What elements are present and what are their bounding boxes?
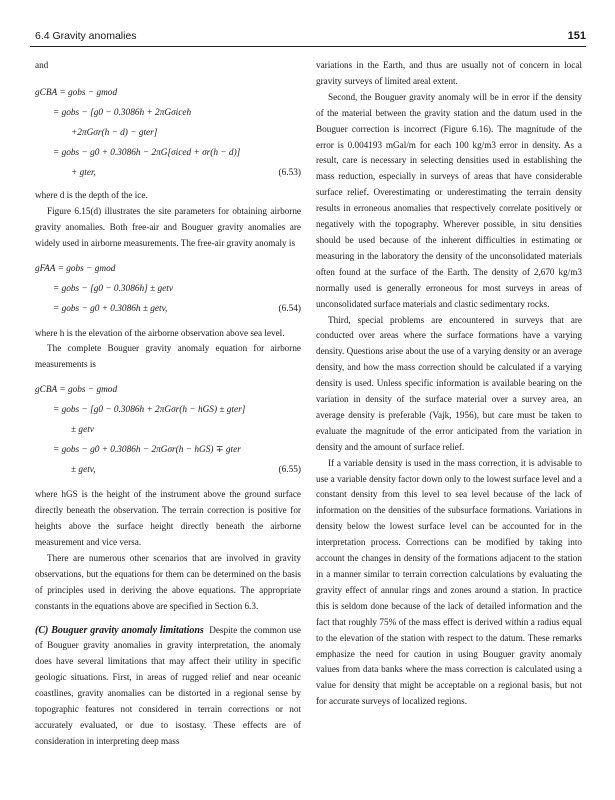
equation-line: + gter, xyxy=(71,167,96,178)
paragraph xyxy=(35,623,301,750)
paragraph: variations in the Earth, and thus are usually not of concern in local gravity surveys of limited areal extent. xyxy=(316,60,582,86)
equation-number: (6.53) xyxy=(278,167,301,178)
paragraph: Second, the Bouguer gravity anomaly will be in error if the density of the material between the gravity station and the datum used in the Bouguer correction is incorrect (Figure 6.16). The magnitude of the error is 0.004193 mGal/m for each 100 kg/m3 error in density. As a result, care is necessary in selecting densities used in establishing the mass reduction, especially in surveys of areas that have considerable surface relief. Overestimating or underestimating the terrain density results in erroneous anomalies that respectively correlate positively or negatively with the topography. Wherever possible, in situ densities should be used because of the inherent difficulties in estimating or measuring in the laboratory the density of the unconsolidated materials often found at the surface of the Earth. The density of 2,670 kg/m3 normally used is generally erroneous for most surveys in areas of unconsolidated surface materials and clastic sedimentary rocks. xyxy=(316,91,582,309)
equation-line: = gobs − [g0 − 0.3086h + 2πGσr(h − hGS) ± gter] xyxy=(53,405,246,416)
subsection-heading: (C) Bouguer gravity anomaly limitations xyxy=(35,624,204,636)
right-column xyxy=(316,58,582,710)
paragraph: where d is the depth of the ice. xyxy=(35,189,148,200)
equation-number: (6.54) xyxy=(278,303,301,314)
equation-line: gCBA = gobs − gmod xyxy=(35,385,118,396)
paragraph: The complete Bouguer gravity anomaly equation for airborne measurements is xyxy=(35,343,301,370)
left-column xyxy=(35,58,301,750)
paragraph: where h is the elevation of the airborne observation above sea level. xyxy=(35,327,285,338)
equation-6-53 xyxy=(35,84,301,184)
paragraph: Third, special problems are encountered in surveys that are conducted over areas where the surface formations have a varying density. Questions arise about the use of a varying density or an average density, and how the mass correction should be calculated if a varying density is used. Unless specific information is available bearing on the variation in density of the surface material over a survey area, an average density is preferable (Vajk, 1956), but care must be taken to evaluate the magnitude of the error anticipated from the variation in density and the amount of surface relief. xyxy=(316,314,582,452)
equation-line: gCBA = gobs − gmod xyxy=(35,87,118,98)
equation-6-55 xyxy=(35,381,301,481)
equation-line: = gobs − [g0 − 0.3086h] ± getv xyxy=(53,283,173,294)
equation-line: = gobs − g0 + 0.3086h ± getv, xyxy=(53,303,168,314)
page-number: 151 xyxy=(567,30,586,42)
running-header xyxy=(30,28,586,44)
paragraph: If a variable density is used in the mass correction, it is advisable to use a variable density factor down only to the lowest surface level and a constant density from this level to sea level because of the lack of information on the densities of the subsurface formations. Variations in density below the lowest surface level can be accounted for in the interpretation process. Corrections can be modified by taking into account the changes in density of the formations adjacent to the station in a manner similar to terrain correction calculations by evaluating the gravity effect of annular rings and zones around a station. In practice this is seldom done because of the lack of detailed information and the fact that roughly 75% of the mass effect is derived within a radius equal to the elevation of the station with respect to the datum. These remarks emphasize the need for caution in using Bouguer gravity anomaly values from data banks where the mass correction is calculated using a value for density that might be acceptable on a regional basis, but not for accurate surveys of localized regions. xyxy=(316,457,582,707)
equation-line: +2πGσr(h − d) − gter] xyxy=(71,127,158,138)
section-title: 6.4 Gravity anomalies xyxy=(35,30,137,42)
paragraph: There are numerous other scenarios that are involved in gravity observations, but the equations for them can be determined on the basis of principles used in deriving the above equations. The appropriate constants in the equations above are specified in Section 6.3. xyxy=(35,552,301,611)
paragraph-text: Despite the common use of Bouguer gravity anomalies in gravity interpretation, the anomaly does have several limitations that may affect their utility in specific geologic situations. First, in areas of rugged relief and near oceanic coastlines, gravity anomalies can be distorted in a regional sense by topographic features not considered in terrain corrections or not accurately evaluated, or due to isostasy. These effects are of consideration in interpreting deep mass xyxy=(35,624,301,746)
equation-6-54 xyxy=(35,260,301,320)
paragraph: where hGS is the height of the instrument above the ground surface directly beneath the observation. The terrain correction is positive for heights above the surface height directly beneath the airborne measurement and vice versa. xyxy=(35,489,301,547)
equation-line: = gobs − g0 + 0.3086h − 2πGσr(h − hGS) ∓ gter xyxy=(53,445,241,456)
equation-line: = gobs − g0 + 0.3086h − 2πG[σiced + σr(h − d)] xyxy=(53,147,241,158)
equation-number: (6.55) xyxy=(278,465,301,476)
paragraph: Figure 6.15(d) illustrates the site parameters for obtaining airborne gravity anomalies. Both free-air and Bouguer gravity anomalies are widely used in airborne measurements. The free-air gravity anomaly is xyxy=(35,205,301,248)
paragraph: and xyxy=(35,60,49,70)
equation-line: = gobs − [g0 − 0.3086h + 2πGσiceh xyxy=(53,107,192,118)
equation-line: ± getv, xyxy=(71,465,96,476)
equation-line: gFAA = gobs − gmod xyxy=(35,263,116,274)
header-rule xyxy=(30,46,586,47)
equation-line: ± getv xyxy=(71,425,94,436)
